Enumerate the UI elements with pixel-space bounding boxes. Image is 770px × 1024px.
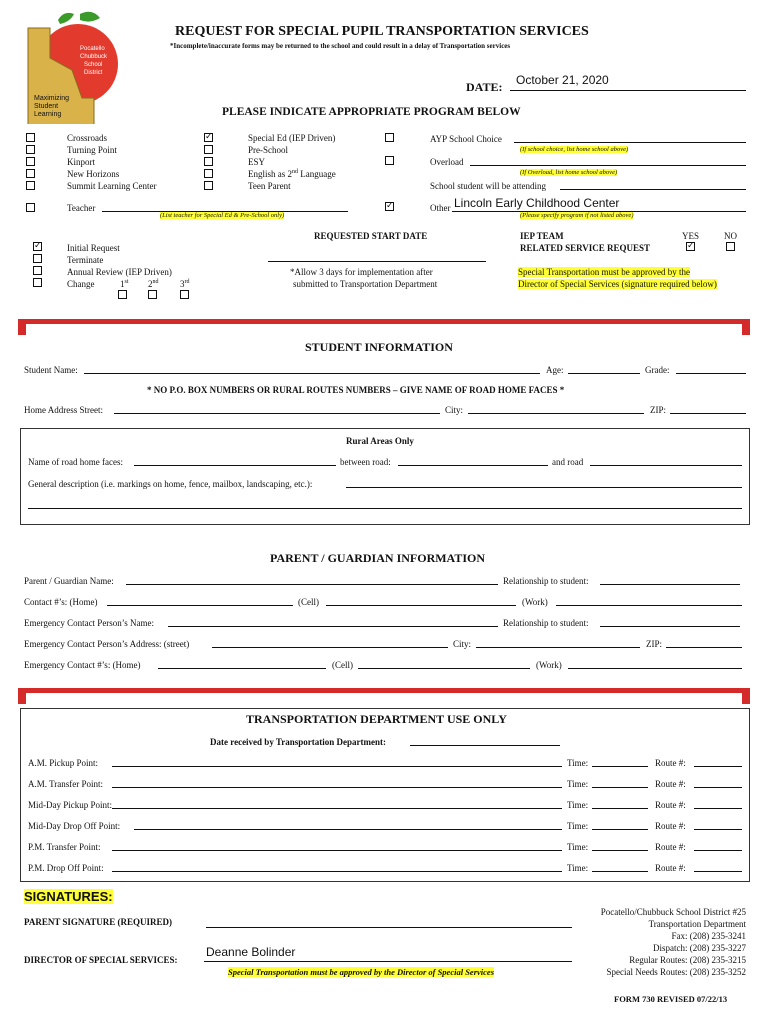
emergency-city-label: City: bbox=[453, 639, 472, 649]
transport-time-label: Time: bbox=[567, 779, 589, 789]
contact-work-label: (Work) bbox=[522, 597, 548, 607]
checkbox-change-3rd[interactable] bbox=[180, 290, 189, 299]
start-date-heading: REQUESTED START DATE bbox=[314, 231, 428, 241]
start-date-note-2: submitted to Transportation Department bbox=[293, 279, 438, 289]
ayp-label: AYP School Choice bbox=[430, 134, 502, 144]
overload-field[interactable] bbox=[470, 158, 746, 166]
transport-time-field[interactable] bbox=[592, 780, 648, 788]
transport-row-label: P.M. Transfer Point: bbox=[28, 842, 101, 852]
svg-text:District: District bbox=[84, 70, 103, 76]
no-label: NO bbox=[724, 231, 737, 241]
age-label: Age: bbox=[546, 365, 564, 375]
request-terminate: Terminate bbox=[67, 255, 104, 265]
director-signature-value: Deanne Bolinder bbox=[206, 945, 296, 959]
emergency-cell-field[interactable] bbox=[358, 661, 530, 669]
parent-relationship-field[interactable] bbox=[600, 577, 740, 585]
yes-label: YES bbox=[682, 231, 700, 241]
student-heading: STUDENT INFORMATION bbox=[305, 340, 453, 354]
home-city-field[interactable] bbox=[468, 406, 644, 414]
transport-route-field[interactable] bbox=[694, 864, 742, 872]
director-note: Special Transportation must be approved by the Director of Special Services bbox=[228, 967, 494, 977]
program-summit: Summit Learning Center bbox=[67, 181, 157, 191]
svg-text:Student: Student bbox=[34, 103, 59, 110]
change-1st: 1st bbox=[120, 279, 129, 289]
svg-text:Chubbuck: Chubbuck bbox=[80, 54, 108, 60]
home-zip-field[interactable] bbox=[670, 406, 746, 414]
other-value: Lincoln Early Childhood Center bbox=[454, 196, 620, 210]
emergency-relationship-field[interactable] bbox=[600, 619, 740, 627]
request-change: Change bbox=[67, 279, 95, 289]
red-divider-cap-right bbox=[742, 319, 750, 335]
form-number: FORM 730 REVISED 07/22/13 bbox=[614, 994, 728, 1004]
change-3rd: 3rd bbox=[180, 279, 190, 289]
home-address-field[interactable] bbox=[114, 406, 440, 414]
received-label: Date received by Transportation Department: bbox=[210, 737, 386, 747]
transport-time-label: Time: bbox=[567, 842, 589, 852]
home-zip-label: ZIP: bbox=[650, 405, 667, 415]
parent-heading: PARENT / GUARDIAN INFORMATION bbox=[270, 551, 486, 565]
contact-cell-field[interactable] bbox=[326, 598, 516, 606]
emergency-name-label: Emergency Contact Person’s Name: bbox=[24, 618, 155, 628]
svg-text:Maximizing: Maximizing bbox=[34, 95, 70, 102]
transport-time-label: Time: bbox=[567, 800, 589, 810]
transport-time-label: Time: bbox=[567, 758, 589, 768]
student-name-label: Student Name: bbox=[24, 365, 78, 375]
contact-home-label: Contact #’s: (Home) bbox=[24, 597, 98, 607]
parent-name-field[interactable] bbox=[126, 577, 498, 585]
transport-time-field[interactable] bbox=[592, 801, 648, 809]
emergency-name-field[interactable] bbox=[168, 619, 498, 627]
red-divider bbox=[18, 688, 750, 693]
transport-route-label: Route #: bbox=[655, 863, 686, 873]
director-signature-field[interactable] bbox=[204, 944, 572, 962]
age-field[interactable] bbox=[568, 366, 640, 374]
parent-name-label: Parent / Guardian Name: bbox=[24, 576, 114, 586]
checkbox-teacher[interactable] bbox=[26, 203, 35, 212]
transport-route-field[interactable] bbox=[694, 801, 742, 809]
transport-row-label: Mid-Day Drop Off Point: bbox=[28, 821, 121, 831]
road-label: Name of road home faces: bbox=[28, 457, 123, 467]
approval-note-2: Director of Special Services (signature required below) bbox=[518, 279, 717, 289]
checkbox-overload[interactable] bbox=[385, 156, 394, 165]
date-label: DATE: bbox=[466, 80, 503, 94]
checkbox-initial-request[interactable]: ✓ bbox=[34, 241, 42, 251]
checkbox-turning-point[interactable] bbox=[26, 145, 35, 154]
parent-signature-field[interactable] bbox=[206, 918, 572, 928]
attending-label: School student will be attending bbox=[430, 181, 546, 191]
received-field[interactable] bbox=[410, 738, 560, 746]
checkbox-iep-yes[interactable]: ✓ bbox=[687, 241, 695, 251]
other-field[interactable] bbox=[452, 196, 746, 212]
svg-text:School: School bbox=[84, 62, 103, 68]
program-crossroads: Crossroads bbox=[67, 133, 107, 143]
teacher-note: (List teacher for Special Ed & Pre-School only) bbox=[160, 212, 285, 219]
program-pre-school: Pre-School bbox=[248, 145, 288, 155]
iep-heading-2: RELATED SERVICE REQUEST bbox=[520, 243, 651, 253]
transport-point-field[interactable] bbox=[112, 780, 562, 788]
parent-relationship-label: Relationship to student: bbox=[503, 576, 589, 586]
director-label: DIRECTOR OF SPECIAL SERVICES: bbox=[24, 955, 178, 965]
transport-point-field[interactable] bbox=[112, 801, 562, 809]
transport-time-label: Time: bbox=[567, 863, 589, 873]
transport-heading: TRANSPORTATION DEPARTMENT USE ONLY bbox=[246, 712, 507, 726]
district-dept: Transportation Department bbox=[648, 919, 746, 929]
emergency-work-label: (Work) bbox=[536, 660, 562, 670]
transport-row-label: P.M. Drop Off Point: bbox=[28, 863, 104, 873]
checkbox-esy[interactable] bbox=[204, 157, 213, 166]
road-field[interactable] bbox=[134, 458, 336, 466]
request-annual: Annual Review (IEP Driven) bbox=[67, 267, 172, 277]
program-esy: ESY bbox=[248, 157, 266, 167]
svg-text:Pocatello: Pocatello bbox=[80, 46, 105, 52]
checkbox-annual-review[interactable] bbox=[33, 266, 42, 275]
start-date-field[interactable] bbox=[268, 254, 486, 262]
checkbox-other[interactable]: ✓ bbox=[386, 201, 394, 211]
transport-time-label: Time: bbox=[567, 821, 589, 831]
home-address-label: Home Address Street: bbox=[24, 405, 103, 415]
transport-route-label: Route #: bbox=[655, 842, 686, 852]
checkbox-change[interactable] bbox=[33, 278, 42, 287]
emergency-city-field[interactable] bbox=[476, 640, 640, 648]
emergency-address-label: Emergency Contact Person’s Address: (street) bbox=[24, 639, 190, 649]
checkbox-pre-school[interactable] bbox=[204, 145, 213, 154]
form-subtitle: *Incomplete/inaccurate forms may be returned to the school and could result in a delay of Transportation services bbox=[170, 42, 511, 50]
overload-note: (If Overload, list home school above) bbox=[520, 169, 618, 176]
transport-point-field[interactable] bbox=[112, 864, 562, 872]
transport-time-field[interactable] bbox=[592, 864, 648, 872]
grade-field[interactable] bbox=[676, 366, 746, 374]
district-name: Pocatello/Chubbuck School District #25 bbox=[600, 907, 746, 917]
district-special: Special Needs Routes: (208) 235-3252 bbox=[606, 967, 746, 977]
transport-row-label: A.M. Pickup Point: bbox=[28, 758, 99, 768]
district-logo bbox=[20, 8, 128, 124]
ayp-field[interactable] bbox=[514, 135, 746, 143]
checkbox-esl[interactable] bbox=[204, 169, 213, 178]
general-description-line-2[interactable] bbox=[28, 501, 742, 509]
emergency-address-field[interactable] bbox=[212, 640, 448, 648]
transport-row-label: Mid-Day Pickup Point: bbox=[28, 800, 113, 810]
checkbox-summit[interactable] bbox=[26, 181, 35, 190]
emergency-zip-field[interactable] bbox=[666, 640, 742, 648]
transport-point-field[interactable] bbox=[112, 759, 562, 767]
emergency-home-field[interactable] bbox=[158, 661, 326, 669]
student-name-field[interactable] bbox=[84, 366, 540, 374]
other-label: Other bbox=[430, 203, 451, 213]
checkbox-iep-no[interactable] bbox=[726, 242, 735, 251]
date-value: October 21, 2020 bbox=[516, 73, 609, 87]
district-fax: Fax: (208) 235-3241 bbox=[671, 931, 746, 941]
date-field[interactable] bbox=[510, 71, 746, 91]
district-contact bbox=[560, 906, 746, 978]
checkbox-crossroads[interactable] bbox=[26, 133, 35, 142]
district-dispatch: Dispatch: (208) 235-3227 bbox=[653, 943, 746, 953]
teacher-field[interactable] bbox=[102, 204, 348, 212]
red-divider bbox=[18, 319, 750, 324]
transportation-box bbox=[20, 708, 750, 882]
contact-work-field[interactable] bbox=[556, 598, 742, 606]
emergency-zip-label: ZIP: bbox=[646, 639, 663, 649]
checkbox-new-horizons[interactable] bbox=[26, 169, 35, 178]
district-regular: Regular Routes: (208) 235-3215 bbox=[629, 955, 746, 965]
checkbox-change-2nd[interactable] bbox=[148, 290, 157, 299]
program-special-ed: Special Ed (IEP Driven) bbox=[248, 133, 336, 143]
checkbox-terminate[interactable] bbox=[33, 254, 42, 263]
teacher-label: Teacher bbox=[67, 203, 96, 213]
checkbox-teen-parent[interactable] bbox=[204, 181, 213, 190]
ayp-note: (If school choice, list home school above) bbox=[520, 146, 629, 153]
program-esl: English as 2nd Language bbox=[248, 169, 336, 179]
emergency-contact-label: Emergency Contact #’s: (Home) bbox=[24, 660, 141, 670]
rural-heading: Rural Areas Only bbox=[346, 436, 414, 446]
attending-field[interactable] bbox=[560, 182, 746, 190]
program-teen-parent: Teen Parent bbox=[248, 181, 291, 191]
svg-text:Learning: Learning bbox=[34, 111, 62, 118]
between-road-field[interactable] bbox=[398, 458, 548, 466]
checkbox-kinport[interactable] bbox=[26, 157, 35, 166]
signatures-heading: SIGNATURES: bbox=[24, 889, 113, 904]
request-initial: Initial Request bbox=[67, 243, 120, 253]
program-turning-point: Turning Point bbox=[67, 145, 117, 155]
transport-route-field[interactable] bbox=[694, 780, 742, 788]
transport-time-field[interactable] bbox=[592, 843, 648, 851]
general-description-field[interactable] bbox=[346, 480, 742, 488]
transport-route-field[interactable] bbox=[694, 843, 742, 851]
overload-label: Overload bbox=[430, 157, 464, 167]
po-box-note: * NO P.O. BOX NUMBERS OR RURAL ROUTES NUMBERS – GIVE NAME OF ROAD HOME FACES * bbox=[147, 385, 565, 395]
red-divider-cap-left bbox=[18, 319, 26, 335]
red-divider-cap-right bbox=[742, 688, 750, 704]
iep-heading-1: IEP TEAM bbox=[520, 231, 564, 241]
emergency-relationship-label: Relationship to student: bbox=[503, 618, 589, 628]
grade-label: Grade: bbox=[645, 365, 670, 375]
form-title: REQUEST FOR SPECIAL PUPIL TRANSPORTATION SERVICES bbox=[175, 24, 589, 39]
transport-row-label: A.M. Transfer Point: bbox=[28, 779, 104, 789]
checkbox-special-ed[interactable]: ✓ bbox=[205, 132, 213, 142]
transport-route-field[interactable] bbox=[694, 822, 742, 830]
change-2nd: 2nd bbox=[148, 279, 159, 289]
home-city-label: City: bbox=[445, 405, 464, 415]
transport-route-label: Route #: bbox=[655, 758, 686, 768]
start-date-note-1: *Allow 3 days for implementation after bbox=[290, 267, 433, 277]
program-heading: PLEASE INDICATE APPROPRIATE PROGRAM BELOW bbox=[222, 106, 521, 118]
red-divider-cap-left bbox=[18, 688, 26, 704]
transport-point-field[interactable] bbox=[134, 822, 562, 830]
parent-signature-label: PARENT SIGNATURE (REQUIRED) bbox=[24, 917, 173, 927]
and-road-label: and road bbox=[552, 457, 584, 467]
checkbox-change-1st[interactable] bbox=[118, 290, 127, 299]
contact-home-field[interactable] bbox=[107, 598, 293, 606]
approval-note-1: Special Transportation must be approved by the bbox=[518, 267, 690, 277]
transport-time-field[interactable] bbox=[592, 822, 648, 830]
between-road-label: between road: bbox=[340, 457, 391, 467]
transport-time-field[interactable] bbox=[592, 759, 648, 767]
transport-point-field[interactable] bbox=[112, 843, 562, 851]
transport-route-label: Route #: bbox=[655, 821, 686, 831]
program-kinport: Kinport bbox=[67, 157, 95, 167]
emergency-cell-label: (Cell) bbox=[332, 660, 353, 670]
and-road-field[interactable] bbox=[590, 458, 742, 466]
contact-cell-label: (Cell) bbox=[298, 597, 319, 607]
program-new-horizons: New Horizons bbox=[67, 169, 120, 179]
general-description-label: General description (i.e. markings on home, fence, mailbox, landscaping, etc.): bbox=[28, 479, 313, 489]
other-note: (Please specify program if not listed above) bbox=[520, 212, 634, 219]
transport-route-field[interactable] bbox=[694, 759, 742, 767]
emergency-work-field[interactable] bbox=[568, 661, 742, 669]
transport-route-label: Route #: bbox=[655, 779, 686, 789]
transport-route-label: Route #: bbox=[655, 800, 686, 810]
checkbox-ayp[interactable] bbox=[385, 133, 394, 142]
